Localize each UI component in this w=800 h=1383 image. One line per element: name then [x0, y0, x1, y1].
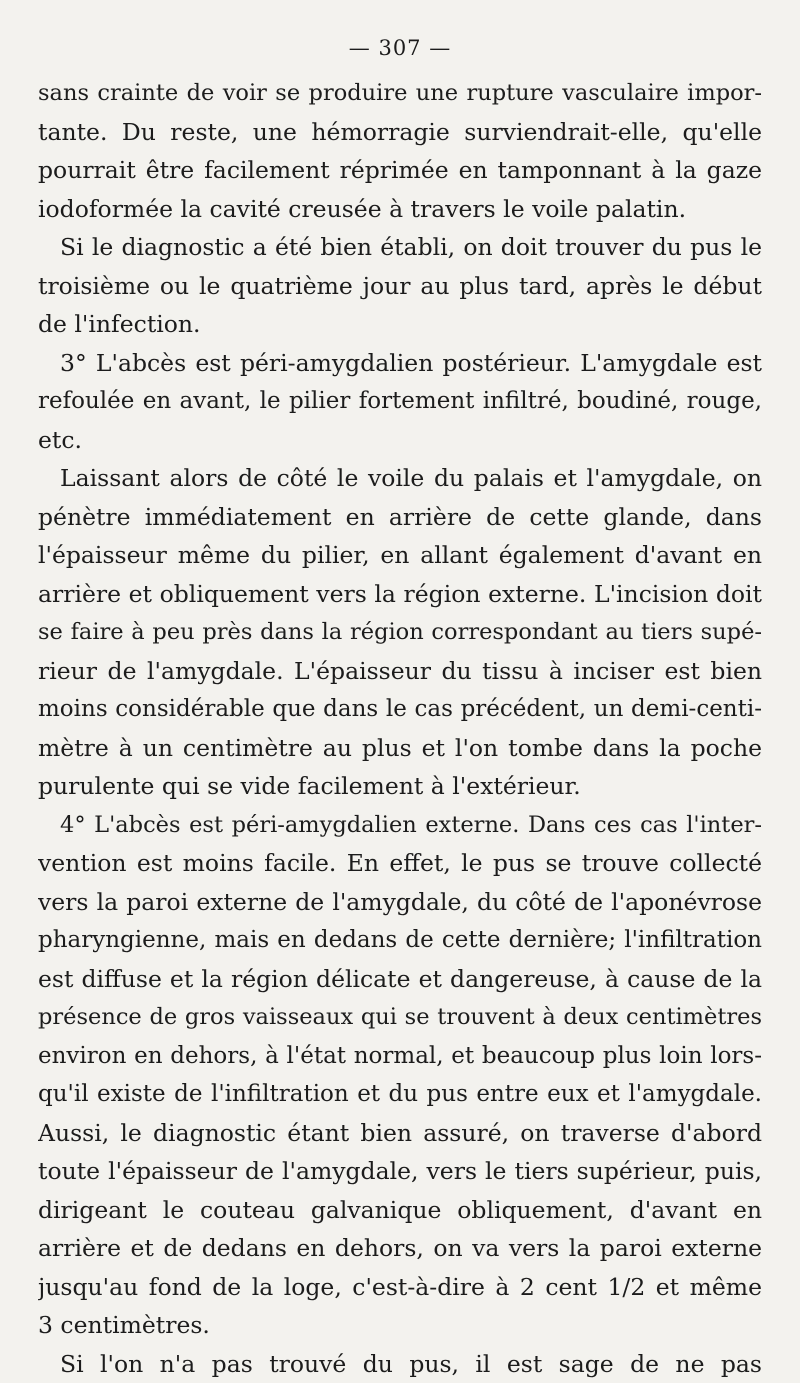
- text-line: environ en dehors, à l'état normal, et beaucoup plus loin lors-: [38, 1037, 762, 1076]
- text-line: sans crainte de voir se produire une rupture vasculaire impor-: [38, 74, 762, 113]
- text-line: pourrait être facilement réprimée en tamponnant à la gaze: [38, 151, 762, 190]
- body-text: [38, 74, 762, 1383]
- text-line: etc.: [38, 421, 762, 460]
- text-line: arrière et obliquement vers la région externe. L'incision doit: [38, 575, 762, 614]
- text-line: vention est moins facile. En effet, le pus se trouve collecté: [38, 844, 762, 883]
- text-line: est diffuse et la région délicate et dangereuse, à cause de la: [38, 960, 762, 999]
- text-line: pénètre immédiatement en arrière de cette glande, dans: [38, 498, 762, 537]
- text-line: tante. Du reste, une hémorragie surviendrait-elle, qu'elle: [38, 113, 762, 152]
- text-line: refoulée en avant, le pilier fortement infiltré, boudiné, rouge,: [38, 382, 762, 421]
- text-line: présence de gros vaisseaux qui se trouvent à deux centimètres: [38, 998, 762, 1037]
- text-line: iodoformée la cavité creusée à travers le voile palatin.: [38, 190, 762, 229]
- text-line: qu'il existe de l'infiltration et du pus entre eux et l'amygdale.: [38, 1075, 762, 1114]
- text-line: l'épaisseur même du pilier, en allant également d'avant en: [38, 536, 762, 575]
- text-line: Aussi, le diagnostic étant bien assuré, on traverse d'abord: [38, 1114, 762, 1153]
- page-number: — 307 —: [38, 34, 762, 74]
- text-line: Si le diagnostic a été bien établi, on doit trouver du pus le: [38, 228, 762, 267]
- text-line: arrière et de dedans en dehors, on va vers la paroi externe: [38, 1229, 762, 1268]
- text-line: se faire à peu près dans la région correspondant au tiers supé-: [38, 613, 762, 652]
- text-line: troisième ou le quatrième jour au plus tard, après le début: [38, 267, 762, 306]
- text-line: dirigeant le couteau galvanique obliquement, d'avant en: [38, 1191, 762, 1230]
- text-line: moins considérable que dans le cas précédent, un demi-centi-: [38, 690, 762, 729]
- text-line: mètre à un centimètre au plus et l'on tombe dans la poche: [38, 729, 762, 768]
- text-line: 3 centimètres.: [38, 1306, 762, 1345]
- text-line: purulente qui se vide facilement à l'extérieur.: [38, 767, 762, 806]
- text-line: vers la paroi externe de l'amygdale, du côté de l'aponévrose: [38, 883, 762, 922]
- text-line: 4° L'abcès est péri-amygdalien externe. Dans ces cas l'inter-: [38, 806, 762, 845]
- text-line: Si l'on n'a pas trouvé du pus, il est sage de ne pas: [38, 1345, 762, 1383]
- text-line: pharyngienne, mais en dedans de cette dernière; l'infiltration: [38, 921, 762, 960]
- text-line: de l'infection.: [38, 305, 762, 344]
- text-line: 3° L'abcès est péri-amygdalien postérieur. L'amygdale est: [38, 344, 762, 383]
- text-line: Laissant alors de côté le voile du palais et l'amygdale, on: [38, 459, 762, 498]
- text-line: toute l'épaisseur de l'amygdale, vers le tiers supérieur, puis,: [38, 1152, 762, 1191]
- text-line: jusqu'au fond de la loge, c'est-à-dire à 2 cent 1/2 et même: [38, 1268, 762, 1307]
- text-line: rieur de l'amygdale. L'épaisseur du tissu à inciser est bien: [38, 652, 762, 691]
